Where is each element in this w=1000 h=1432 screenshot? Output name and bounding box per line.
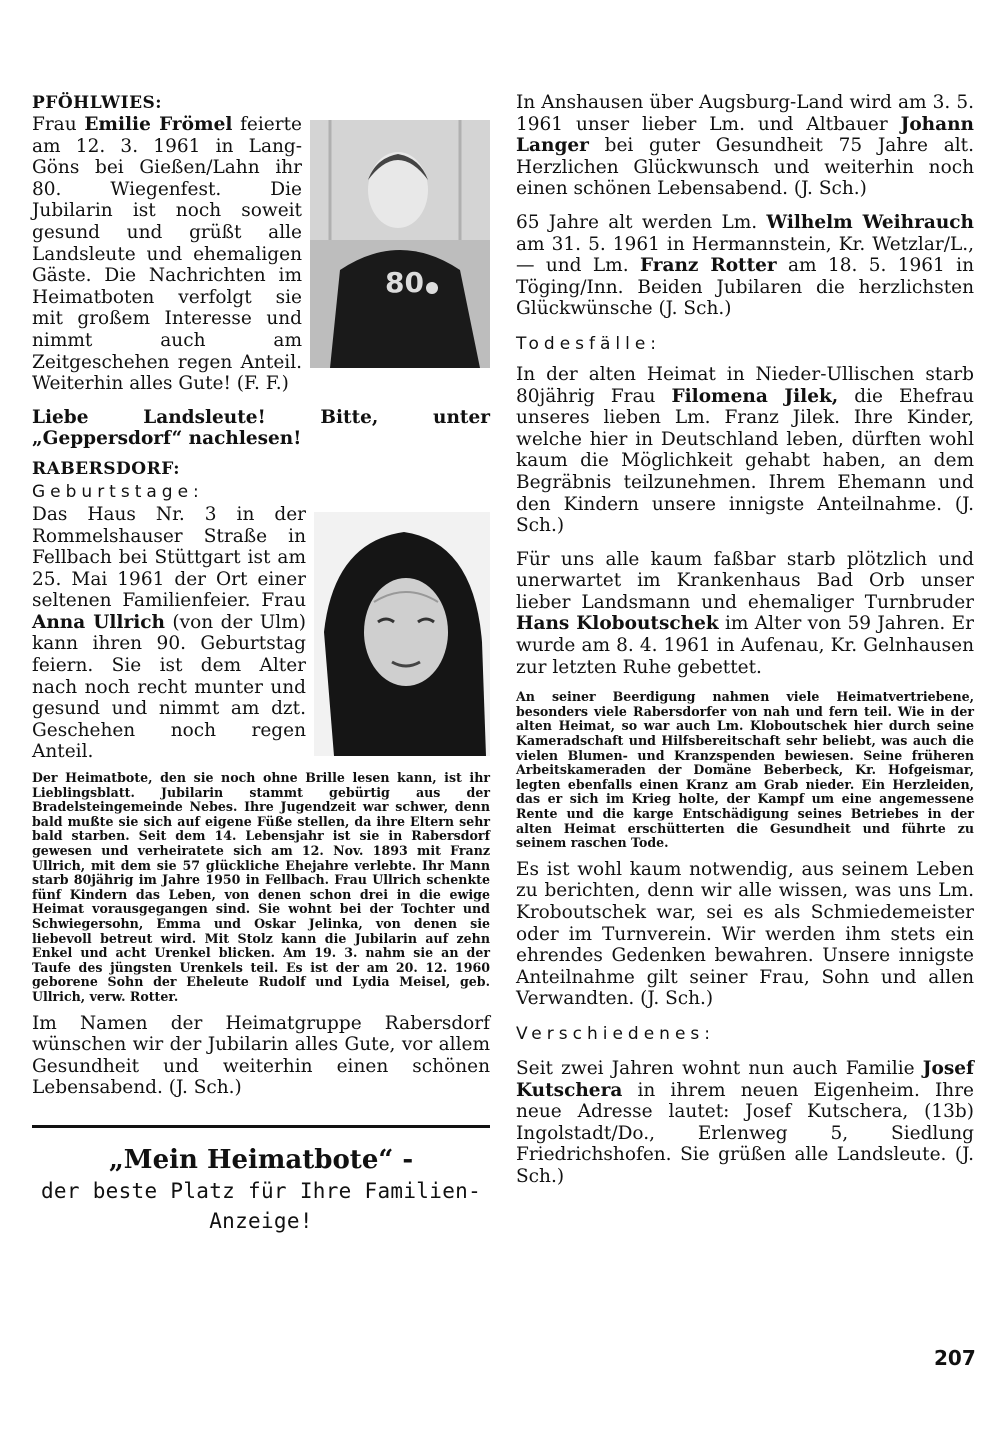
subheading-miscellaneous: Verschiedenes: bbox=[516, 1023, 715, 1044]
person-name: Hans Kloboutschek bbox=[516, 613, 719, 635]
text-run: bei guter Gesundheit 75 Jahre alt. Herzlichen Glückwunsch und weiterhin noch einen schönen Lebensabend. (J. Sch.) bbox=[516, 135, 974, 200]
subheading-deaths: Todesfälle: bbox=[516, 333, 662, 354]
text-run: (von der Ulm) kann ihren 90. Geburtstag feiern. Sie ist dem Alter nach noch recht munter und gesund und nimmt am dzt. Geschehen noch regen Anteil. bbox=[32, 611, 306, 763]
paragraph-kloboutschek-details: An seiner Beerdigung nahmen viele Heimatvertriebene, besonders viele Rabersdorfer von nah und fern teil. Wie in der alten Heimat, so war auch Lm. Kloboutschek hier durch seine Kameradschaft und Hilfsbereitschaft sehr beliebt, was auch die vielen Blumen- und Kranzspenden bewiesen. Seine früheren Arbeitskameraden der Domäne Beberbeck, Kr. Hofgeismar, legten ebenfalls einen Kranz am Grab nieder. Ein Herzleiden, das er sich im Krieg holte, der Kampf um eine angemessene Rente und die karge Entschädigung seines Betriebes in der alten Heimat erschütterten die Gesundheit und führte zu seinem raschen Tode. bbox=[516, 689, 974, 851]
divider-rule bbox=[32, 1125, 490, 1128]
text-run: am 18. 5. 1961 in Töging/Inn. Beiden Jubilaren die herzlichsten Glückwünsche (J. Sch.) bbox=[516, 255, 974, 320]
text-run: feierte am 12. 3. 1961 in Lang-Göns bei Gießen/Lahn ihr 80. Wiegenfest. Die Jubilarin ist noch soweit gesund und grüßt alle Landsleute und ehemaligen Gäste. Die Nachrichten im Heimatboten verfolgt sie mit großem Interesse und nimmt auch am Zeitgeschehen regen Anteil. Weiterhin alles Gute! (F. F.) bbox=[32, 114, 302, 395]
spacer bbox=[516, 320, 974, 332]
text-run: die Ehefrau unseres lieben Lm. Franz Jilek. Ihre Kinder, welche hier in Deutschland leben, dürften wohl kaum die Möglichkeit gehabt haben, an dem Begräbnis teilzunehmen. Ihrem Ehemann und den Kindern unsere innigste Anteilnahme. (J. Sch.) bbox=[516, 385, 974, 537]
spacer bbox=[32, 395, 490, 407]
person-name: Wilhelm Weihrauch bbox=[766, 211, 974, 233]
text-run: am 31. 5. 1961 in Hermannstein, Kr. Wetzlar/L., — und Lm. bbox=[516, 233, 974, 277]
paragraph-rabersdorf-wishes: Im Namen der Heimatgruppe Rabersdorf wünschen wir der Jubilarin alles Gute, vor allem Gesundheit und weiterhin einen schönen Lebensabend. (J. Sch.) bbox=[32, 1012, 490, 1099]
spacer bbox=[516, 537, 974, 549]
text-run: In der alten Heimat in Nieder-Ullischen starb 80jährig Frau bbox=[516, 363, 974, 407]
text-run: Seit zwei Jahren wohnt nun auch Familie bbox=[516, 1057, 923, 1079]
person-name: Johann Langer bbox=[516, 113, 974, 157]
person-name: Franz Rotter bbox=[639, 255, 777, 277]
paragraph-jilek bbox=[516, 364, 974, 537]
portrait-photo-anna-ullrich bbox=[314, 512, 490, 756]
spacer bbox=[516, 1046, 974, 1058]
person-name: Emilie Frömel bbox=[84, 114, 233, 135]
paragraph-weihrauch-rotter bbox=[516, 212, 974, 320]
spacer bbox=[516, 851, 974, 859]
person-name: Josef Kutschera bbox=[516, 1057, 974, 1101]
person-name: Anna Ullrich bbox=[32, 611, 165, 633]
spacer bbox=[516, 1010, 974, 1022]
appeal-notice: Liebe Landsleute! Bitte, unter „Geppersdorf“ nachlesen! bbox=[32, 406, 490, 450]
paragraph-kloboutschek bbox=[516, 549, 974, 679]
page-number: 207 bbox=[934, 1346, 976, 1370]
text-run: in ihrem neuen Eigenheim. Ihre neue Adresse lautet: Josef Kutschera, (13b) Ingolstadt/Do., Erlenweg 5, Siedlung Friedrichshofen. Sie grüßen alle Landsleute. (J. Sch.) bbox=[516, 1079, 974, 1187]
text-run: 65 Jahre alt werden Lm. bbox=[516, 211, 767, 233]
spacer bbox=[32, 450, 490, 458]
ad-subtitle: der beste Platz für Ihre Familien-Anzeige! bbox=[40, 1178, 482, 1233]
text-run: Frau bbox=[32, 114, 85, 135]
text-run: In Anshausen über Augsburg-Land wird am 3. 5. 1961 unser lieber Lm. und Altbauer bbox=[516, 92, 974, 135]
spacer bbox=[32, 1005, 490, 1013]
section-heading-pfoehlwies: PFÖHLWIES: bbox=[32, 93, 163, 113]
subheading-birthdays: Geburtstage: bbox=[32, 481, 204, 502]
paragraph-ullrich-details: Der Heimatbote, den sie noch ohne Brille lesen kann, ist ihr Lieblingsblatt. Jubilarin stammt gebürtig aus der Bradelsteingemeinde Nebes. Ihre Jugendzeit war schwer, denn bald mußte sie sich auf eigene Füße stellen, da ihre Eltern sehr bald starben. Seit dem 14. Lebensjahr ist sie in Rabersdorf gewesen und verheiratete sich am 12. Nov. 1893 mit Franz Ullrich, mit dem sie 57 glückliche Ehejahre verlebte. Ihr Mann starb 80jährig im Jahre 1950 in Fellbach. Frau Ullrich schenkte fünf Kindern das Leben, von denen schon drei in die ewige Heimat vorausgegangen sind. Sie wohnt bei der Tochter und Schwiegersohn, Emma und Oskar Jelinka, von denen sie liebevoll betreut wird. Mit Stolz kann die Jubilarin auf zehn Enkel und acht Urenkel blicken. Am 19. 3. nahm sie an der Taufe des jüngsten Urenkels teil. Es ist der am 20. 12. 1960 geborene Sohn der Eheleute Rudolf und Lydia Meisel, geb. Ullrich, verw. Rotter. bbox=[32, 770, 490, 1004]
text-run: im Alter von 59 Jahren. Er wurde am 8. 4. 1961 in Aufenau, Kr. Gelnhausen zur letzten Ruhe gebettet. bbox=[516, 613, 974, 678]
right-column bbox=[516, 92, 974, 1188]
portrait-photo-emilie-froemel bbox=[310, 120, 490, 368]
spacer bbox=[516, 356, 974, 364]
paragraph-kutschera bbox=[516, 1058, 974, 1188]
person-name: Filomena Jilek, bbox=[671, 385, 839, 407]
ad-title: „Mein Heimatbote“ - bbox=[108, 1144, 414, 1175]
svg-text:80: 80 bbox=[385, 266, 424, 299]
paragraph-kloboutschek-tribute: Es ist wohl kaum notwendig, aus seinem Leben zu berichten, denn wir alle wissen, was uns Lm. Kroboutschek war, sei es als Schmiedemeister oder im Turnverein. Wir werden ihm stets ein ehrendes Gedenken bewahren. Unsere innigste Anteilnahme gilt seiner Frau, Sohn und allen Verwandten. (J. Sch.) bbox=[516, 858, 974, 1010]
text-run: Das Haus Nr. 3 in der Rommelshauser Straße in Fellbach bei Stüttgart ist am 25. Mai 1961 der Ort einer seltenen Familienfeier. Frau bbox=[32, 503, 306, 612]
section-heading-rabersdorf: RABERSDORF: bbox=[32, 458, 180, 479]
left-column bbox=[32, 92, 490, 1236]
text-run: Für uns alle kaum faßbar starb plötzlich und unerwartet im Krankenhaus Bad Orb unser lieber Landsmann und ehemaliger Turnbruder bbox=[516, 548, 974, 613]
paragraph-langer bbox=[516, 92, 974, 200]
spacer bbox=[516, 200, 974, 212]
